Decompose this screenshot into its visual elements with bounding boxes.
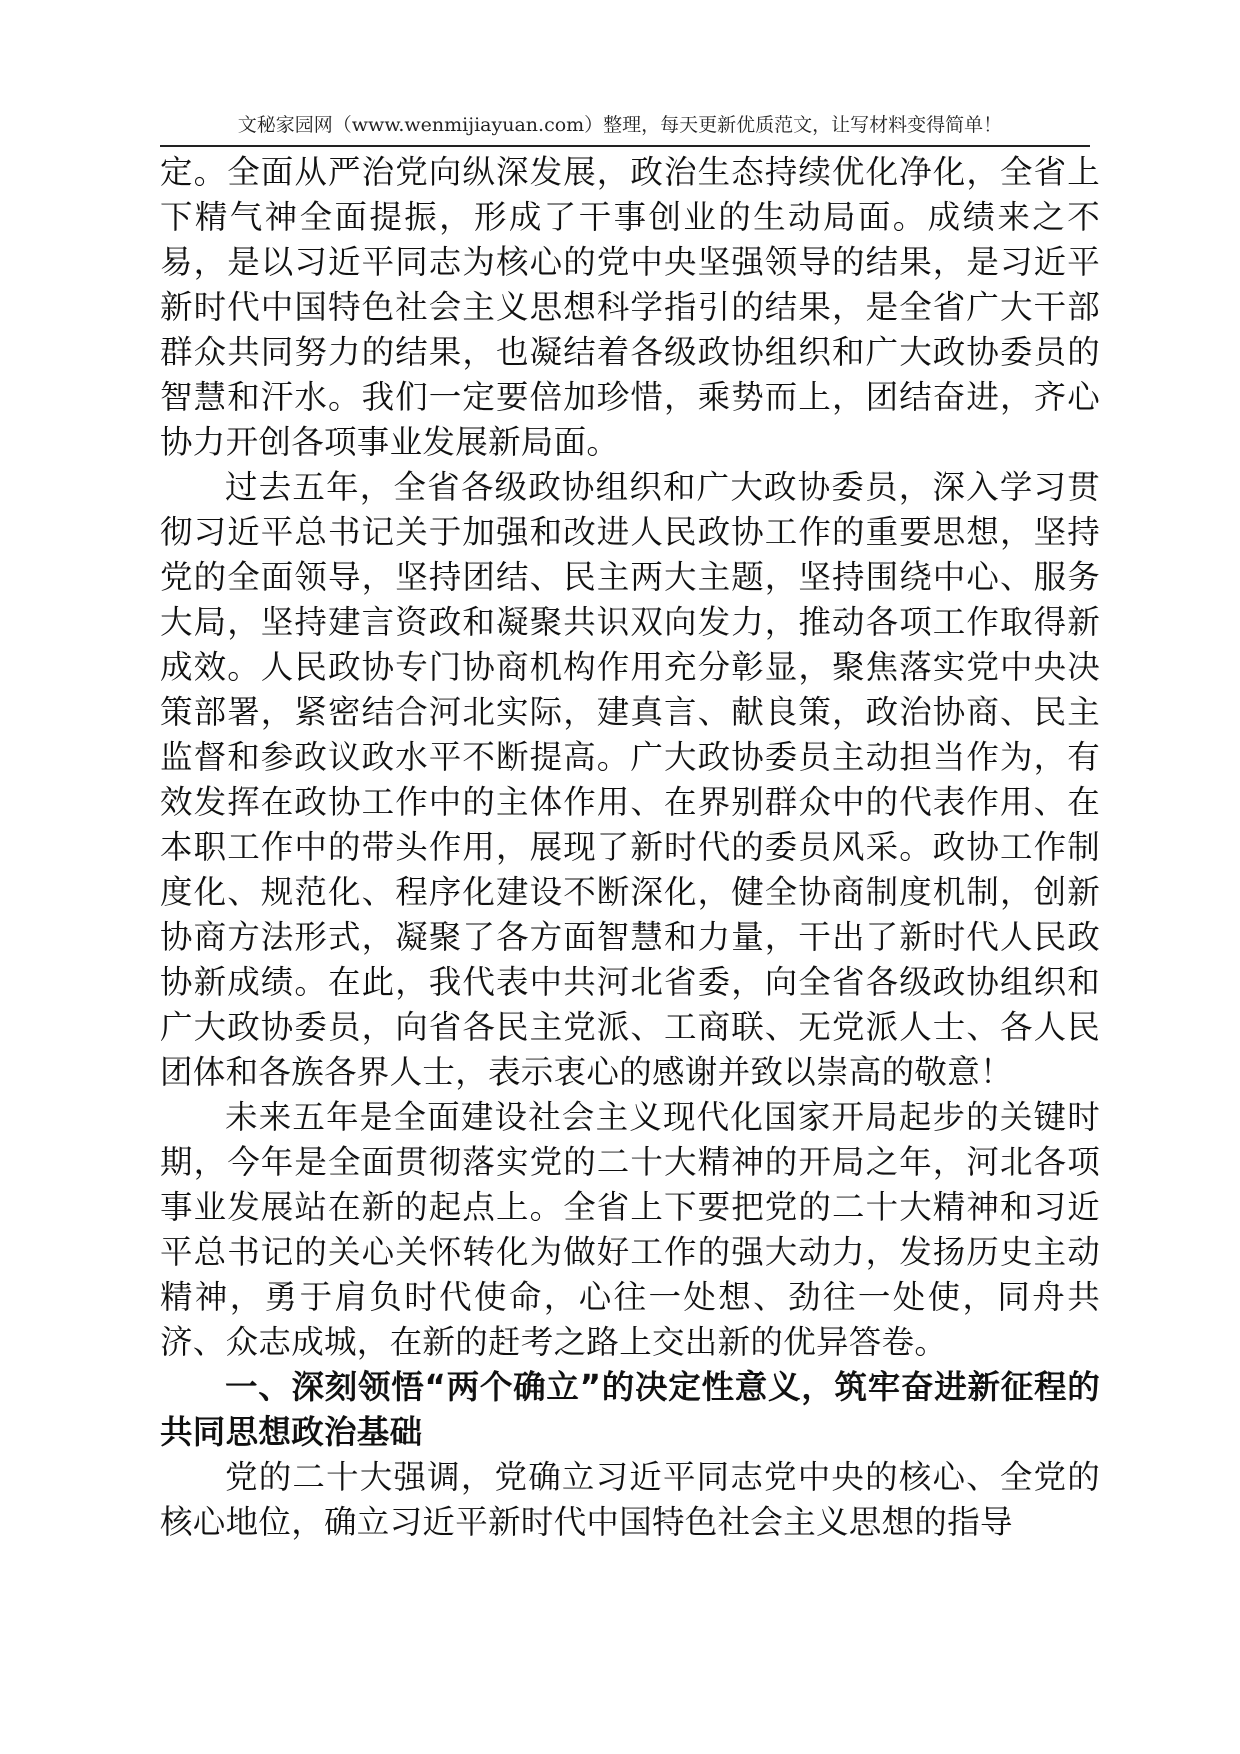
header-divider <box>160 145 1090 147</box>
paragraph: 党的二十大强调，党确立习近平同志党中央的核心、全党的核心地位，确立习近平新时代中国特色社会主义思想的指导 <box>160 1458 1100 1541</box>
paragraph-continued: 定。全面从严治党向纵深发展，政治生态持续优化净化，全省上下精气神全面提振，形成了干事创业的生动局面。成绩来之不易，是以习近平同志为核心的党中央坚强领导的结果，是习近平新时代中国特色社会主义思想科学指引的结果，是全省广大干部群众共同努力的结果，也凝结着各级政协组织和广大政协委员的智慧和汗水。我们一定要倍加珍惜，乘势而上，团结奋进，齐心协力开创各项事业发展新局面。 <box>160 153 1100 461</box>
paragraph: 未来五年是全面建设社会主义现代化国家开局起步的关键时期，今年是全面贯彻落实党的二十大精神的开局之年，河北各项事业发展站在新的起点上。全省上下要把党的二十大精神和习近平总书记的关心关怀转化为做好工作的强大动力，发扬历史主动精神，勇于肩负时代使命，心往一处想、劲往一处使，同舟共济、众志成城，在新的赶考之路上交出新的优异答卷。 <box>160 1098 1100 1361</box>
page-header: 文秘家园网（www.wenmijiayuan.com）整理，每天更新优质范文，让写材料变得简单！ <box>237 114 1003 136</box>
document-body <box>160 150 1100 1545</box>
paragraph: 过去五年，全省各级政协组织和广大政协委员，深入学习贯彻习近平总书记关于加强和改进人民政协工作的重要思想，坚持党的全面领导，坚持团结、民主两大主题，坚持围绕中心、服务大局，坚持建言资政和凝聚共识双向发力，推动各项工作取得新成效。人民政协专门协商机构作用充分彰显，聚焦落实党中央决策部署，紧密结合河北实际，建真言、献良策，政治协商、民主监督和参政议政水平不断提高。广大政协委员主动担当作为，有效发挥在政协工作中的主体作用、在界别群众中的代表作用、在本职工作中的带头作用，展现了新时代的委员风采。政协工作制度化、规范化、程序化建设不断深化，健全协商制度机制，创新协商方法形式，凝聚了各方面智慧和力量，干出了新时代人民政协新成绩。在此，我代表中共河北省委，向全省各级政协组织和广大政协委员，向省各民主党派、工商联、无党派人士、各人民团体和各族各界人士，表示衷心的感谢并致以崇高的敬意！ <box>160 468 1100 1091</box>
section-heading: 一、深刻领悟“两个确立”的决定性意义，筑牢奋进新征程的共同思想政治基础 <box>160 1368 1100 1451</box>
